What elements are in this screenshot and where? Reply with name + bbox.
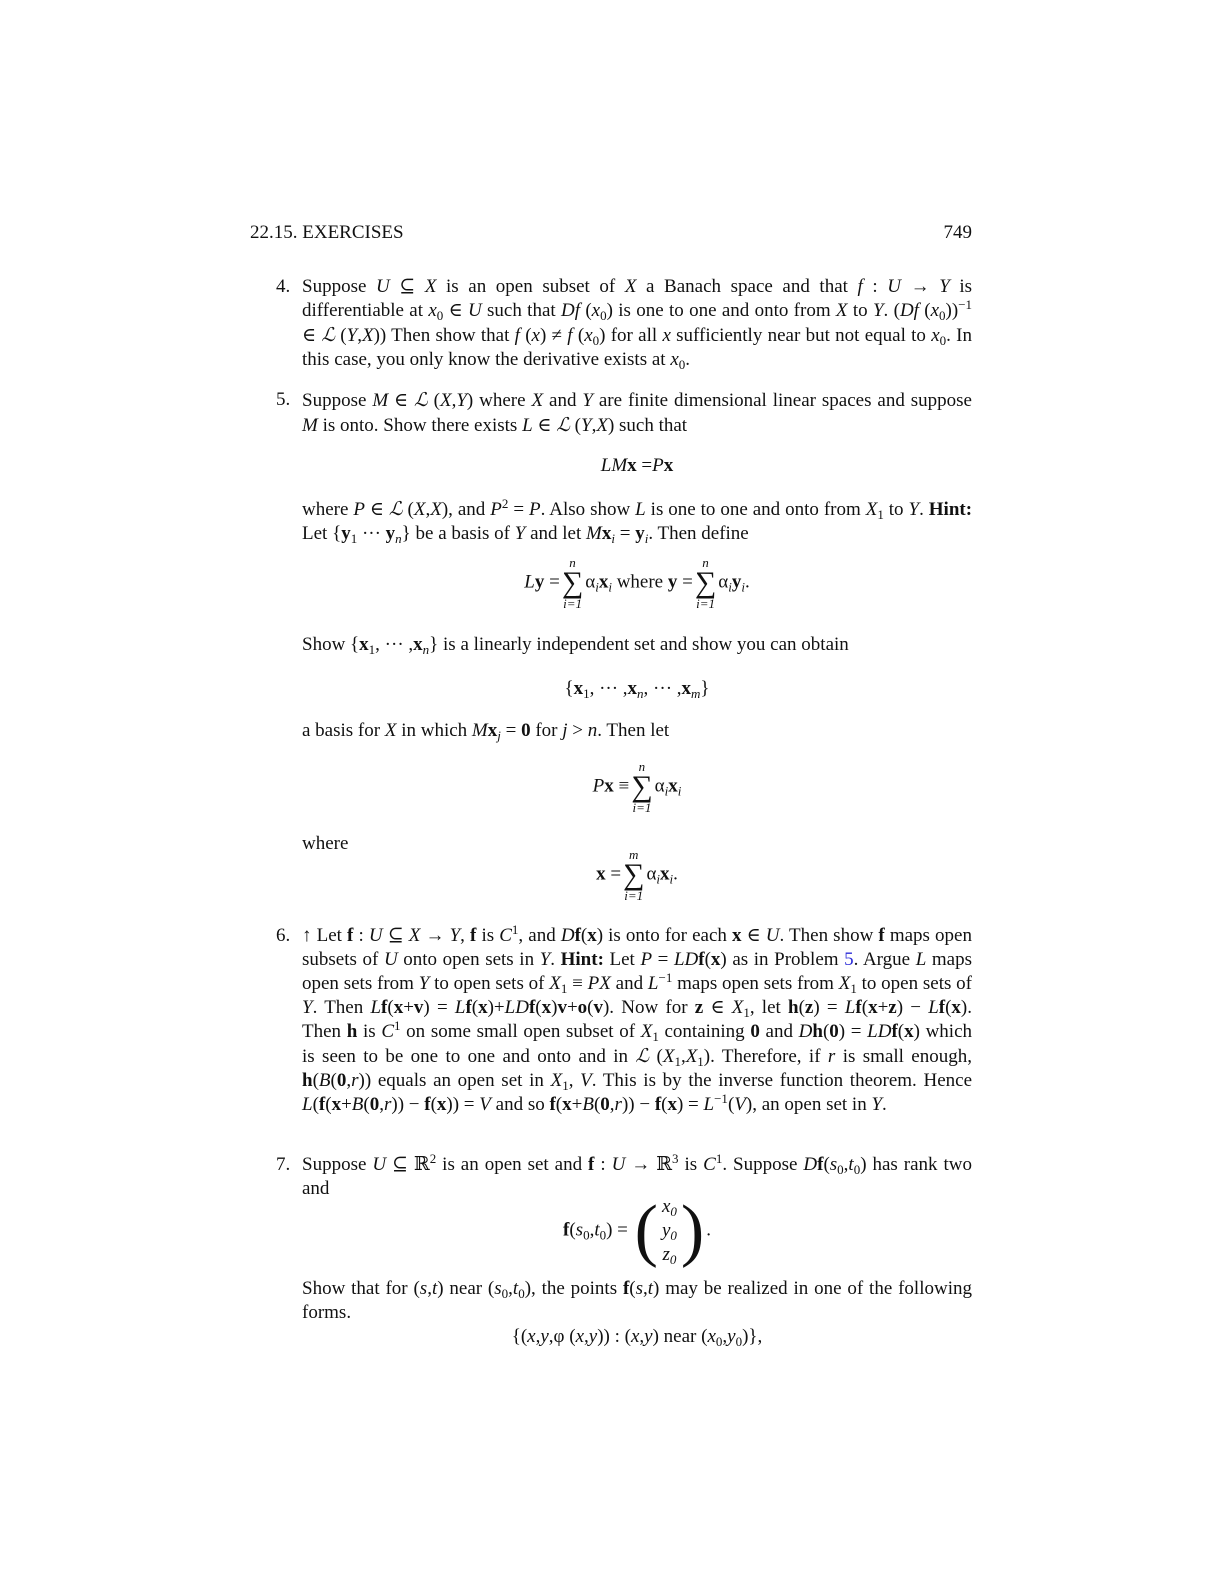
equation-basis: {$x_1$, ··· $,x_n$, ··· $,x_m$} [564,678,710,701]
problem-link[interactable]: 5 [844,949,854,970]
problem-5 [276,388,972,438]
equation-x: x = m ∑ i=1 $\alpha_ix_i$. [596,847,678,903]
equation-lmx: LMx =Px [600,455,674,476]
equation-ly: Ly = n ∑ i=1 $\alpha_ix_i$ where y = n ∑ i=1 $\alpha_iy_i$. [524,555,750,611]
problem-7-text-2: Show that for (s,t) near $(s_0,t_0)$, the points f(s,t) may be realized in one of the following forms. [302,1278,972,1323]
problem-5-text-3: Show {$x_1$, ··· $,x_n$} is a linearly independent set and show you can obtain [302,634,849,657]
problem-5-text-4: a basis for X in which $Mx_j = 0$ for j > n. Then let [302,720,670,743]
problem-number: 7. [276,1154,291,1175]
page-number: 749 [943,222,972,243]
problem-7 [276,1153,972,1201]
problem-number: 5. [276,389,291,410]
problem-text: Suppose M ∈ ℒ (X,Y) where X and Y are finite dimensional linear spaces and suppose M is onto. Show there exists L ∈ ℒ (Y,X) such that [302,389,972,436]
problem-6 [276,924,972,1117]
problem-text: Suppose U ⊆ X is an open subset of X a Banach space and that f : U → Y is differentiable at $x_0$ ∈ U such that Df $(x_0)$ is one to one and onto from X to Y. (Df $(x_0))^{-1}$ ∈ ℒ (Y,X)) Then show that f (x) ≠ f $(x_0)$ for all x sufficiently near but not equal to $x_0$. In this case, you only know the derivative exists at $x_0$. [302,276,973,372]
problem-number: 4. [276,276,291,297]
running-header [250,221,972,245]
equation-px: Px ≡ n ∑ i=1 $\alpha_ix_i$ [592,759,682,815]
problem-5-where: where [302,833,349,854]
problem-5-text-2: where P ∈ ℒ (X,X), and $P^2 = P$. Also show L is one to one and onto from $X_1$ to Y. Hint: Let {$y_1$ ··· $y_n$} be a basis of Y and let $Mx_i = y_i$. Then define [302,496,973,546]
problem-text: ↑ Let f : U ⊆ X → Y, f is $C^1$, and Df(x) is onto for each x ∈ U. Then show f maps open subsets of U onto open sets in Y. Hint: Let P = LDf(x) as in Problem 5. Argue L maps open sets from Y to open sets of $X_1$ ≡ PX and $L^{-1}$ maps open sets from $X_1$ to open sets of Y. Then Lf(x+v) = Lf(x)+LDf(x)v+o(v). Now for z ∈ $X_1$, let h(z) = Lf(x+z) − Lf(x). Then h is $C^1$ on some small open subset of $X_1$ containing 0 and Dh(0) = LDf(x) which is seen to be one to one and onto and in ℒ $(X_1,X_1)$. Therefore, if r is small enough, h(B(0,r)) equals an open set in $X_1$, V. This is by the inverse function theorem. Hence L(f(x+B(0,r)) − f(x)) = V and so $f(x+B(0,r)) - f(x) = L^{-1}(V)$, an open set in Y. [302,922,973,1115]
equation-f-s0t0: $f(s_0,t_0)$ = ( $x_0$ ) $y_0$ $z_0$. [563,1192,711,1269]
problem-text: Suppose U ⊆ ℝ$^2$ is an open set and f : U → ℝ$^3$ is $C^1$. Suppose $Df(s_0,t_0)$ has rank two and [302,1151,972,1199]
problem-number: 6. [276,925,291,946]
problem-4 [276,275,972,372]
section-title: 22.15. EXERCISES [250,222,404,243]
equation-forms: {(x,y,φ (x,y)) : (x,y) near $(x_0,y_0)$}, [511,1326,763,1349]
